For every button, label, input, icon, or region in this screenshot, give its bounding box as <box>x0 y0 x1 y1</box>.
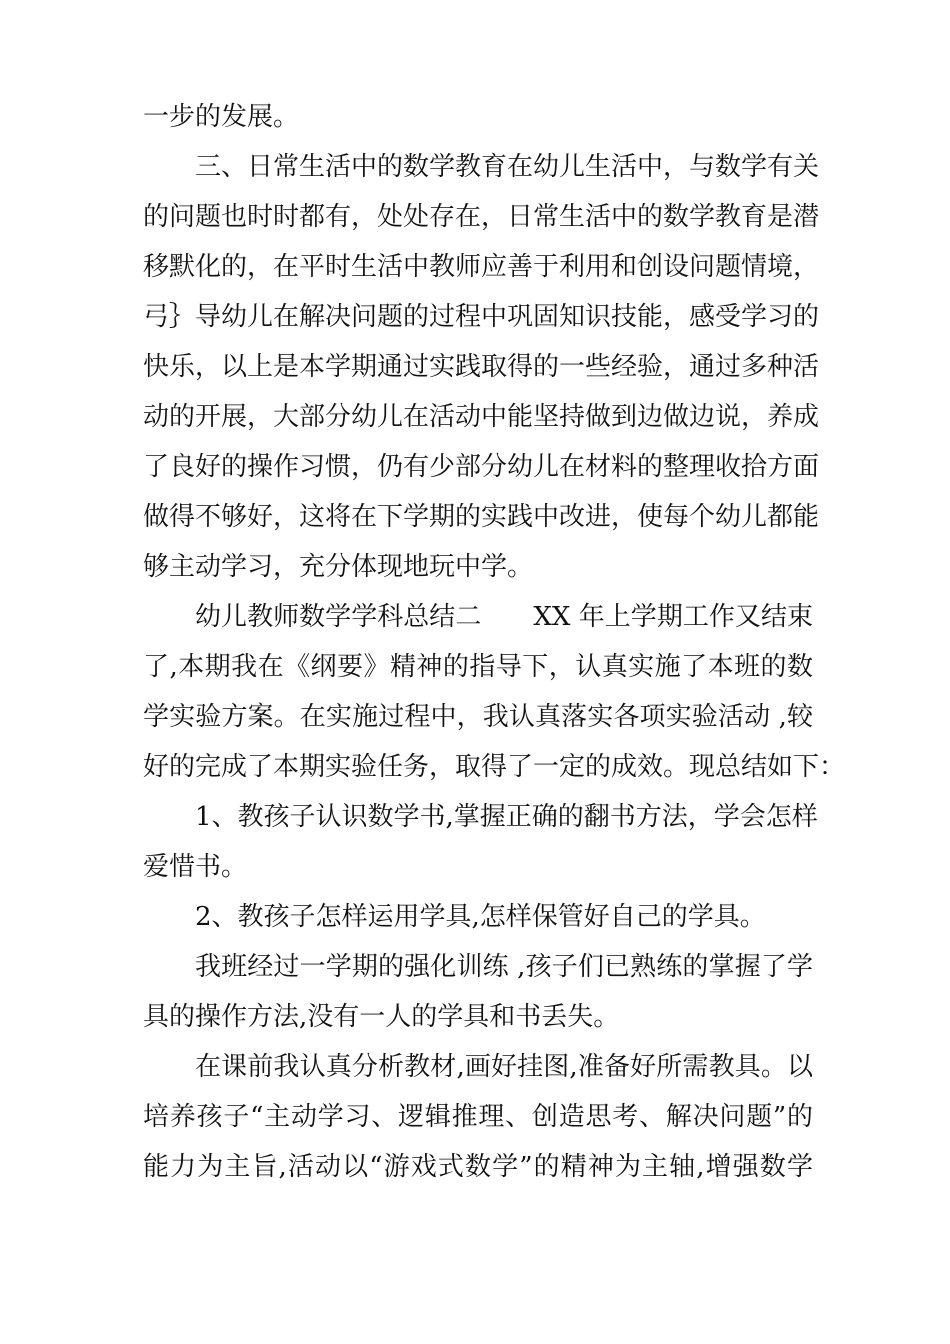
text-line: 了,本期我在《纲要》精神的指导下，认真实施了本班的数 <box>143 652 813 682</box>
text-line: 我班经过一学期的强化训练 ,孩子们已熟练的掌握了学 <box>195 952 813 982</box>
text-line: 做得不够好，这将在下学期的实践中改进，使每个幼儿都能 <box>143 502 820 532</box>
text-line: 培养孩子“主动学习、逻辑推理、创造思考、解决问题”的 <box>143 1102 813 1132</box>
text-line: 动的开展，大部分幼儿在活动中能坚持做到边做边说，养成 <box>143 402 820 432</box>
text-line: 够主动学习，充分体现地玩中学。 <box>143 552 534 582</box>
text-line: 快乐，以上是本学期通过实践取得的一些经验，通过多种活 <box>143 352 820 382</box>
text-line: 好的完成了本期实验任务，取得了一定的成效。现总结如下： <box>143 752 846 782</box>
text-line: 爱惜书。 <box>143 852 248 882</box>
text-line: 弓｝导幼儿在解决问题的过程中巩固知识技能，感受学习的 <box>143 302 820 332</box>
text-line: 一步的发展。 <box>143 102 300 132</box>
text-line: 幼儿教师数学学科总结二 XX 年上学期工作又结束 <box>195 602 813 632</box>
text-line: 学实验方案。在实施过程中，我认真落实各项实验活动 ,较 <box>143 702 813 732</box>
text-line: 1、教孩子认识数学书,掌握正确的翻书方法，学会怎样 <box>195 802 818 832</box>
text-line: 能力为主旨,活动以“游戏式数学”的精神为主轴,增强数学 <box>143 1152 813 1182</box>
text-line: 的问题也时时都有，处处存在，日常生活中的数学教育是潜 <box>143 202 820 232</box>
text-line: 具的操作方法,没有一人的学具和书丢失。 <box>143 1002 620 1032</box>
text-line: 2、教孩子怎样运用学具,怎样保管好自己的学具。 <box>195 902 766 932</box>
text-line: 在课前我认真分析教材,画好挂图,准备好所需教具。以 <box>195 1052 813 1082</box>
text-line: 三、日常生活中的数学教育在幼儿生活中，与数学有关 <box>195 152 820 182</box>
text-line: 了良好的操作习惯，仍有少部分幼儿在材料的整理收拾方面 <box>143 452 820 482</box>
text-line: 移默化的，在平时生活中教师应善于利用和创设问题情境， <box>143 252 820 282</box>
